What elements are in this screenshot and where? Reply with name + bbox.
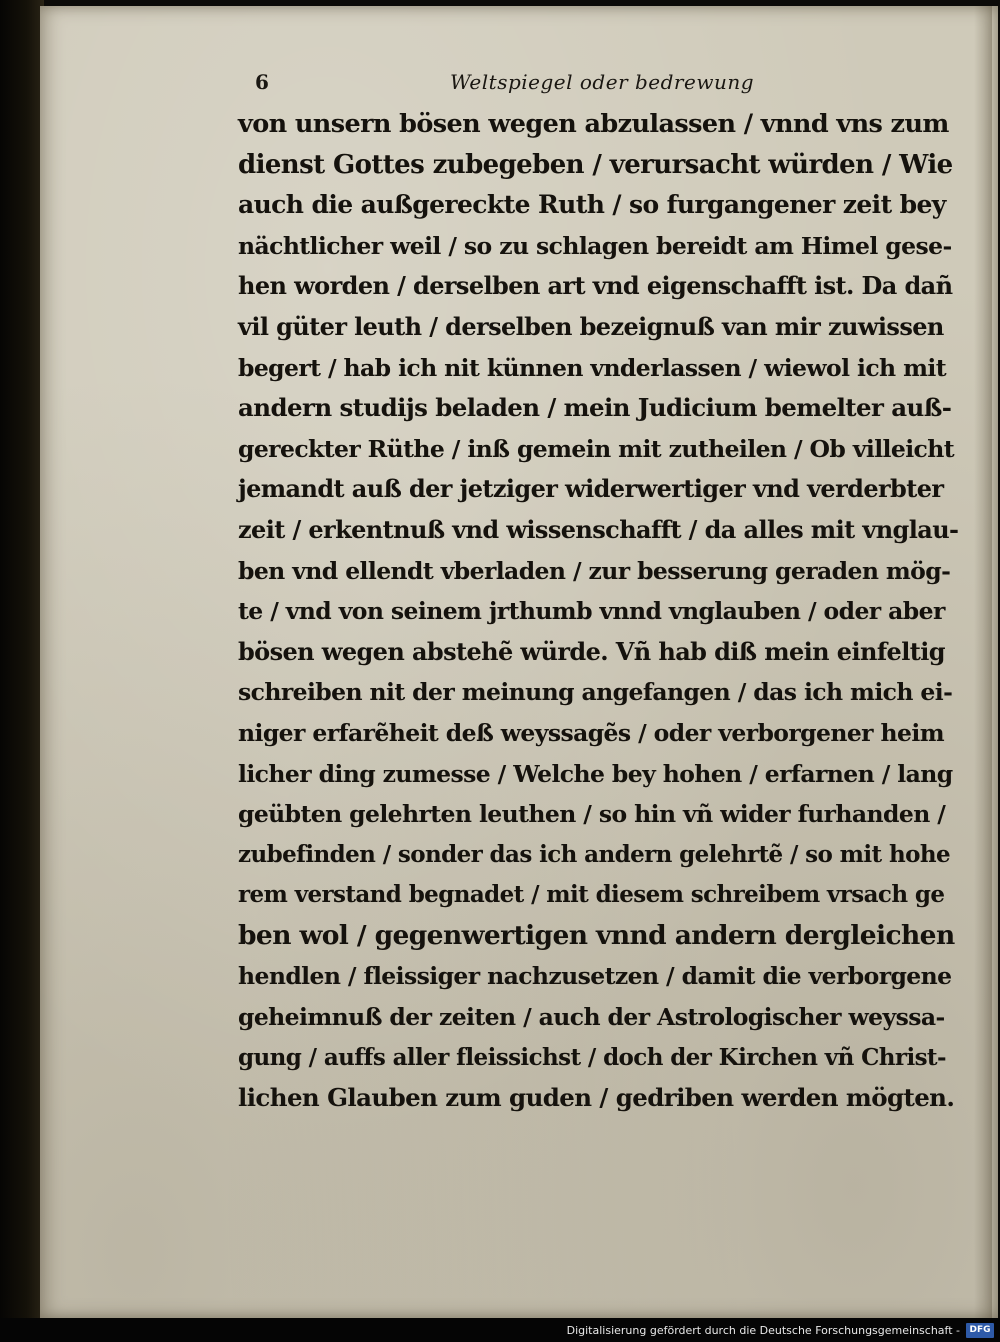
body-text [238, 104, 958, 1119]
text-line: jemandt auß der jetziger widerwertiger vnd verderbter [238, 474, 944, 504]
footer-credit: Digitalisierung gefördert durch die Deutsche Forschungsgemeinschaft - [566, 1324, 960, 1337]
text-line: licher ding zumesse / Welche bey hohen / erfarnen / lang [238, 759, 953, 788]
text-line: schreiben nit der meinung angefangen / das ich mich ei- [238, 678, 953, 707]
text-line: ben wol / gegenwertigen vnnd andern dergleichen [238, 919, 955, 951]
text-line: zeit / erkentnuß vnd wissenschafft / da alles mit vnglau- [238, 514, 959, 544]
text-line: niger erfarẽheit deß weyssagẽs / oder verborgener heim [238, 718, 944, 747]
text-line: zubefinden / sonder das ich andern gelehrtẽ / so mit hohe [238, 840, 950, 868]
text-line: vil güter leuth / derselben bezeignuß van mir zuwissen [238, 311, 944, 341]
footer-bar [0, 1318, 1000, 1342]
text-line: geübten gelehrten leuthen / so hin vñ wider furhanden / [238, 800, 946, 829]
dfg-logo[interactable]: DFG [966, 1323, 994, 1338]
text-line: te / vnd von seinem jrthumb vnnd vnglauben / oder aber [238, 597, 945, 626]
text-line: rem verstand begnadet / mit diesem schreibem vrsach ge [238, 881, 945, 909]
text-line: andern studijs beladen / mein Judicium bemelter auß- [238, 393, 952, 423]
text-line: ben vnd ellendt vberladen / zur besserung geraden mög- [238, 556, 951, 585]
text-line: auch die außgereckte Ruth / so furgangener zeit bey [238, 190, 946, 220]
text-line: von unsern bösen wegen abzulassen / vnnd vns zum [238, 109, 949, 139]
page-number: 6 [255, 70, 269, 94]
page-header [255, 70, 775, 100]
scan-dark-edge [0, 0, 44, 1325]
text-line: hen worden / derselben art vnd eigenschafft ist. Da dañ [238, 271, 953, 301]
text-line: lichen Glauben zum guden / gedriben werden mögten. [238, 1083, 955, 1113]
text-line: begert / hab ich nit künnen vnderlassen / wiewol ich mit [238, 353, 946, 382]
text-line: bösen wegen abstehẽ würde. Vñ hab diß mein einfeltig [238, 636, 945, 666]
text-line: nächtlicher weil / so zu schlagen bereidt am Himel gese- [238, 231, 952, 260]
text-line: dienst Gottes zubegeben / verursacht würden / Wie [238, 149, 953, 180]
text-line: hendlen / fleissiger nachzusetzen / damit die verborgene [238, 962, 952, 991]
running-head: Weltspiegel oder bedrewung [450, 70, 755, 94]
page-fold-shadow [974, 6, 992, 1318]
text-line: gung / auffs aller fleissichst / doch der Kirchen vñ Christ- [238, 1043, 946, 1071]
text-line: gereckter Rüthe / inß gemein mit zutheilen / Ob villeicht [238, 434, 955, 463]
text-line: geheimnuß der zeiten / auch der Astrologischer weyssa- [238, 1003, 945, 1032]
